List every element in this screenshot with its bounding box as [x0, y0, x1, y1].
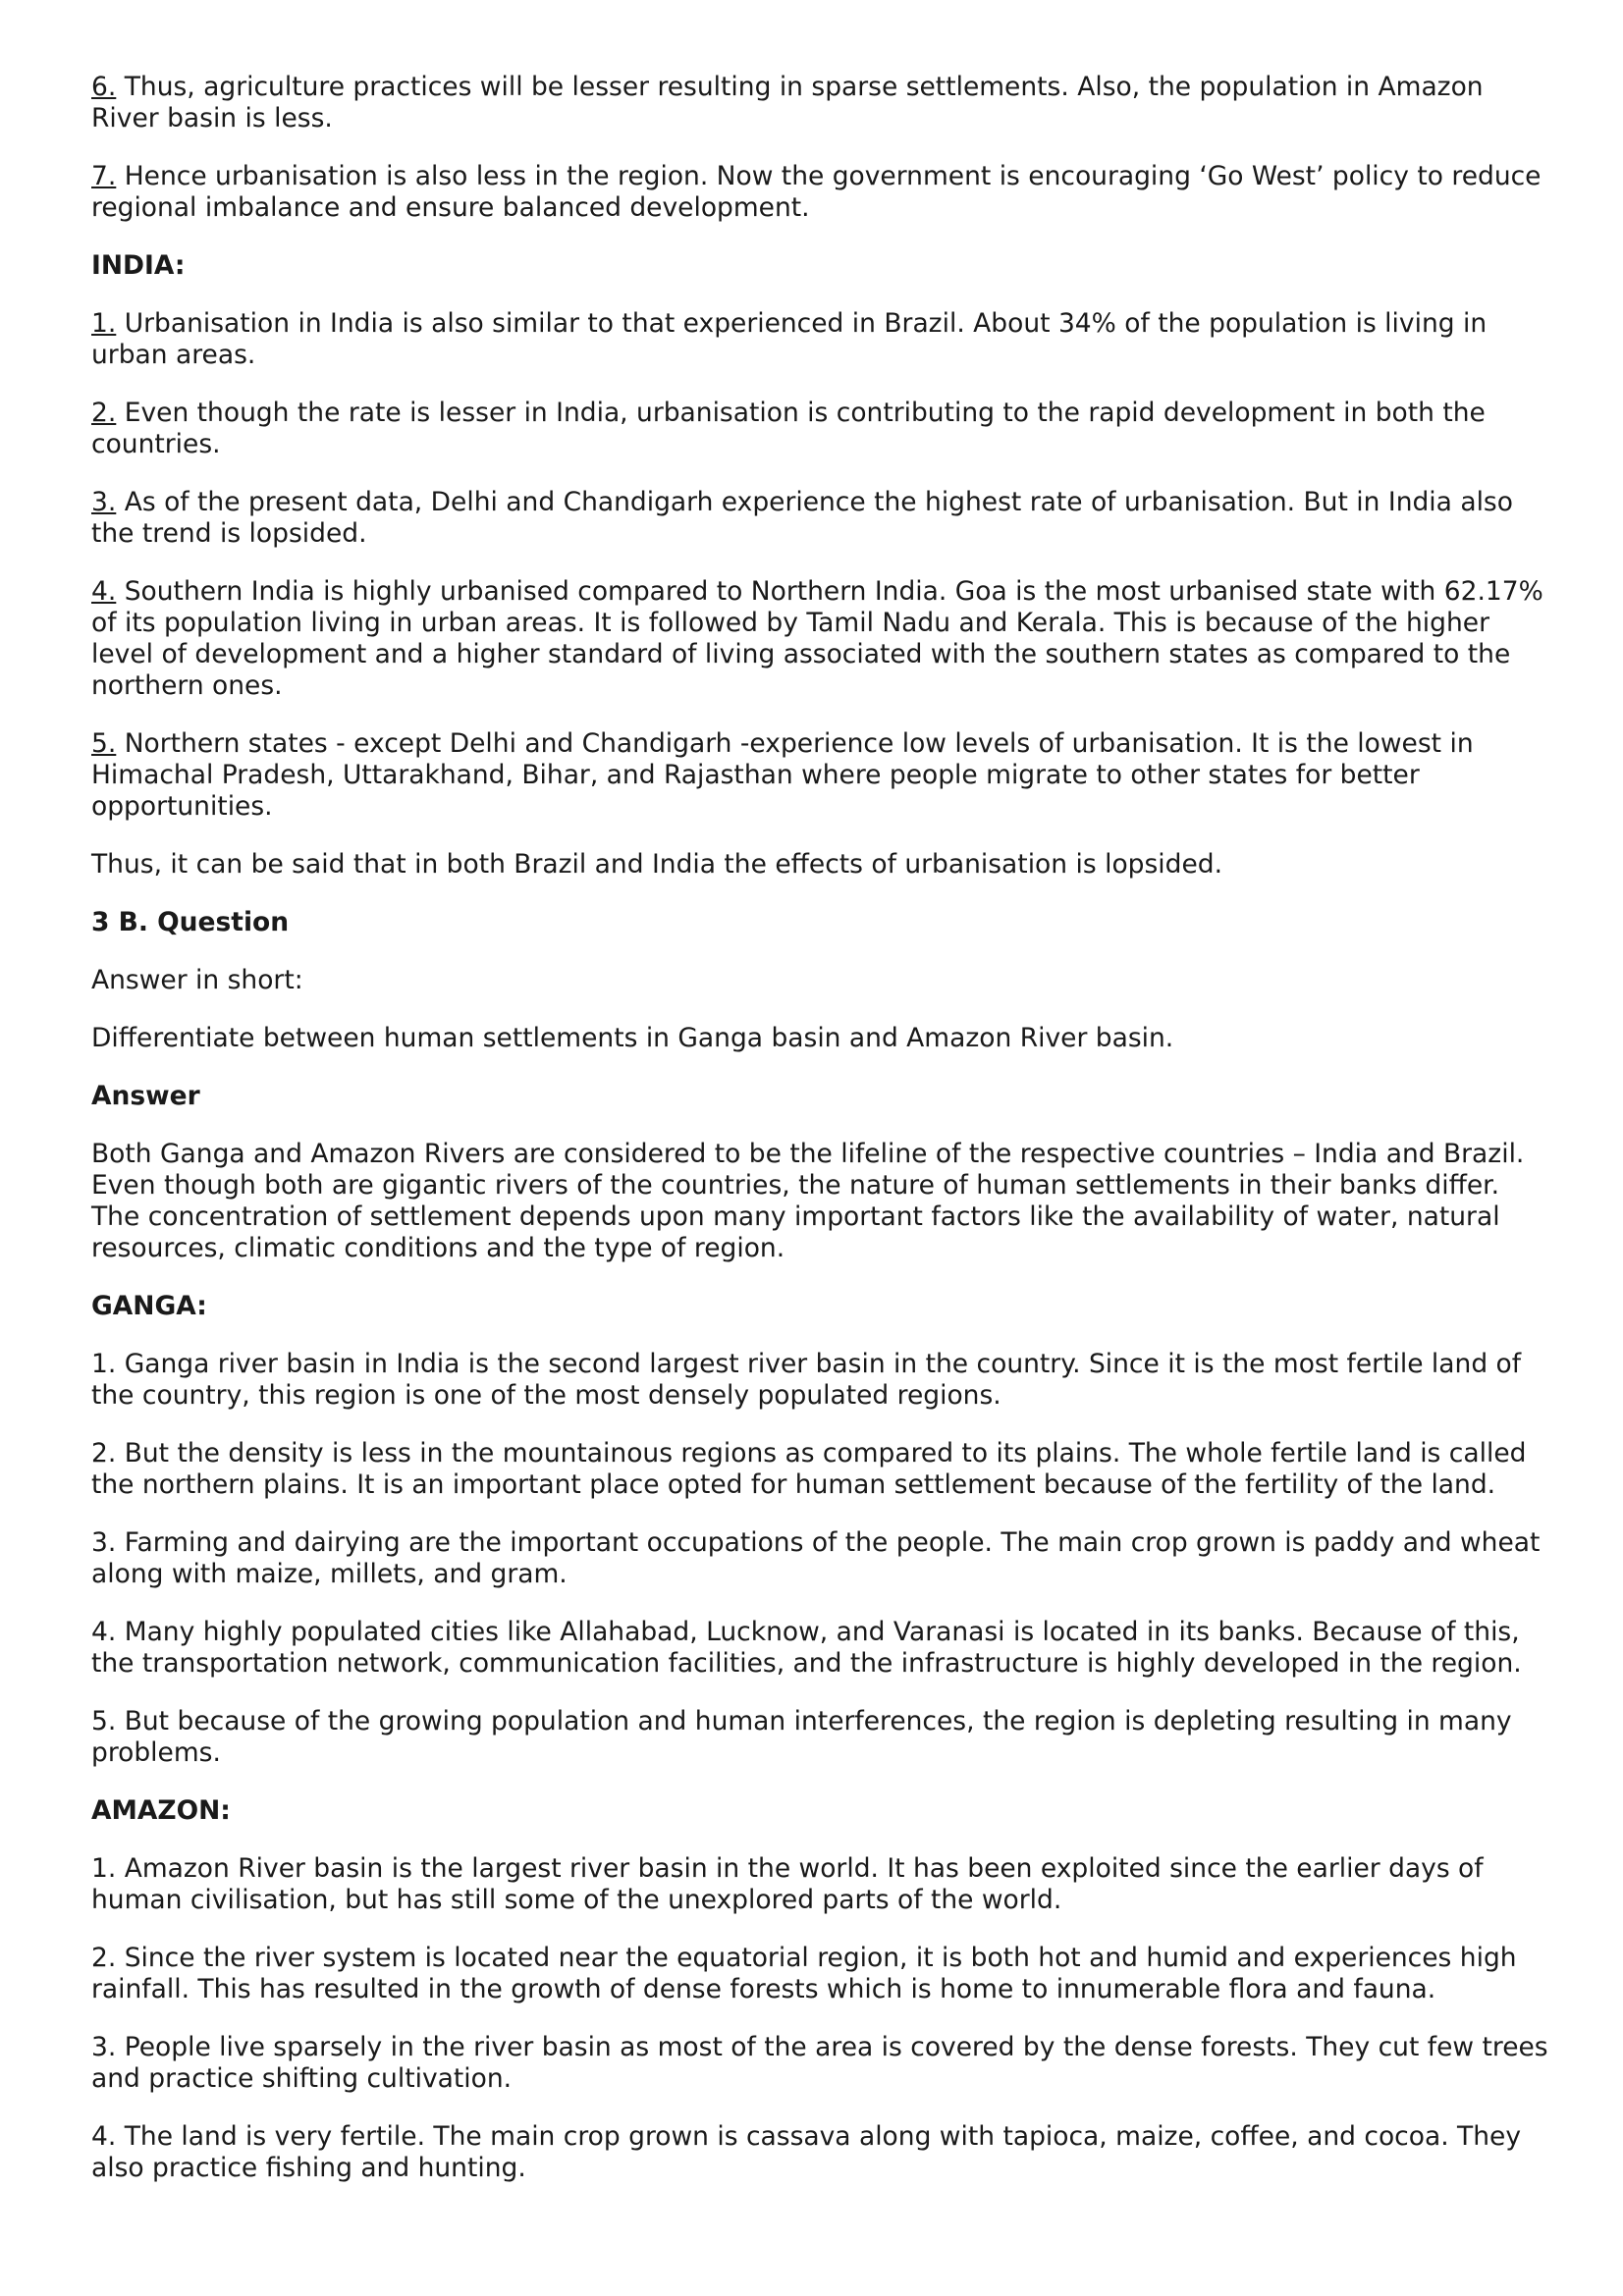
india-heading: INDIA:	[91, 250, 186, 281]
question-instruction: Answer in short:	[91, 965, 303, 995]
ganga-point-3: 3. Farming and dairying are the important occupations of the people. The main crop grown is paddy and wheat along with maize, millets, and gram.	[91, 1527, 1541, 1589]
india-point-4	[91, 576, 1554, 702]
india-point-5	[91, 728, 1554, 823]
point-text: Urbanisation in India is also similar to that experienced in Brazil. About 34% of the population is living in urban areas.	[91, 308, 1488, 370]
ganga-point-2: 2. But the density is less in the mountainous regions as compared to its plains. The whole fertile land is called the northern plains. It is an important place opted for human settlement because of the fertility of the land.	[91, 1438, 1527, 1500]
ganga-heading: GANGA:	[91, 1291, 207, 1321]
point-number: 3.	[91, 487, 117, 517]
ganga-point-1: 1. Ganga river basin in India is the second largest river basin in the country. Since it is the most fertile land of the country, this region is one of the most densely populated regions.	[91, 1349, 1522, 1411]
india-point-2	[91, 398, 1554, 460]
india-point-3	[91, 487, 1554, 550]
point-number: 2.	[91, 398, 117, 428]
question-heading: 3 B. Question	[91, 907, 290, 937]
brazil-point-7	[91, 161, 1554, 224]
amazon-point-2: 2. Since the river system is located near the equatorial region, it is both hot and humid and experiences high rainfall. This has resulted in the growth of dense forests which is home to innumerable flora and fauna.	[91, 1943, 1517, 2004]
point-text: Hence urbanisation is also less in the region. Now the government is encouraging ‘Go West’ policy to reduce regional imbalance and ensure balanced development.	[91, 161, 1542, 223]
answer-intro: Both Ganga and Amazon Rivers are considered to be the lifeline of the respective countries – India and Brazil. Even though both are gigantic rivers of the countries, the nature of human settlements in their banks differ. The concentration of settlement depends upon many important factors like the availability of water, natural resources, climatic conditions and the type of region.	[91, 1139, 1525, 1263]
brazil-point-6	[91, 72, 1554, 134]
amazon-heading: AMAZON:	[91, 1795, 231, 1826]
india-point-1	[91, 308, 1554, 371]
amazon-point-1: 1. Amazon River basin is the largest river basin in the world. It has been exploited since the earlier days of human civilisation, but has still some of the unexplored parts of the world.	[91, 1853, 1484, 1915]
point-number: 1.	[91, 308, 117, 339]
point-text: Northern states - except Delhi and Chandigarh -experience low levels of urbanisation. It is the lowest in Himachal Pradesh, Uttarakhand, Bihar, and Rajasthan where people migrate to other states for better opportunities.	[91, 728, 1474, 822]
answer-heading: Answer	[91, 1081, 200, 1111]
point-number: 4.	[91, 576, 117, 607]
document-page	[91, 72, 1554, 2211]
amazon-point-4: 4. The land is very fertile. The main crop grown is cassava along with tapioca, maize, coffee, and cocoa. They also practice fishing and hunting.	[91, 2121, 1522, 2183]
point-number: 5.	[91, 728, 117, 759]
point-text: As of the present data, Delhi and Chandigarh experience the highest rate of urbanisation. But in India also the trend is lopsided.	[91, 487, 1513, 549]
point-text: Even though the rate is lesser in India, urbanisation is contributing to the rapid development in both the countries.	[91, 398, 1486, 459]
point-number: 7.	[91, 161, 117, 191]
point-number: 6.	[91, 72, 117, 102]
ganga-point-4: 4. Many highly populated cities like Allahabad, Lucknow, and Varanasi is located in its banks. Because of this, the transportation network, communication facilities, and the infrastructure is highly developed in the region.	[91, 1617, 1522, 1679]
point-text: Thus, agriculture practices will be lesser resulting in sparse settlements. Also, the population in Amazon River basin is less.	[91, 72, 1484, 133]
question-text: Differentiate between human settlements in Ganga basin and Amazon River basin.	[91, 1023, 1174, 1053]
amazon-point-3: 3. People live sparsely in the river basin as most of the area is covered by the dense forests. They cut few trees and practice shifting cultivation.	[91, 2032, 1548, 2094]
ganga-point-5: 5. But because of the growing population and human interferences, the region is depleting resulting in many problems.	[91, 1706, 1512, 1768]
india-conclusion: Thus, it can be said that in both Brazil and India the effects of urbanisation is lopsided.	[91, 849, 1223, 880]
point-text: Southern India is highly urbanised compared to Northern India. Goa is the most urbanised state with 62.17% of its population living in urban areas. It is followed by Tamil Nadu and Kerala. This is because of the higher level of development and a higher standard of living associated with the southern states as compared to the northern ones.	[91, 576, 1543, 701]
